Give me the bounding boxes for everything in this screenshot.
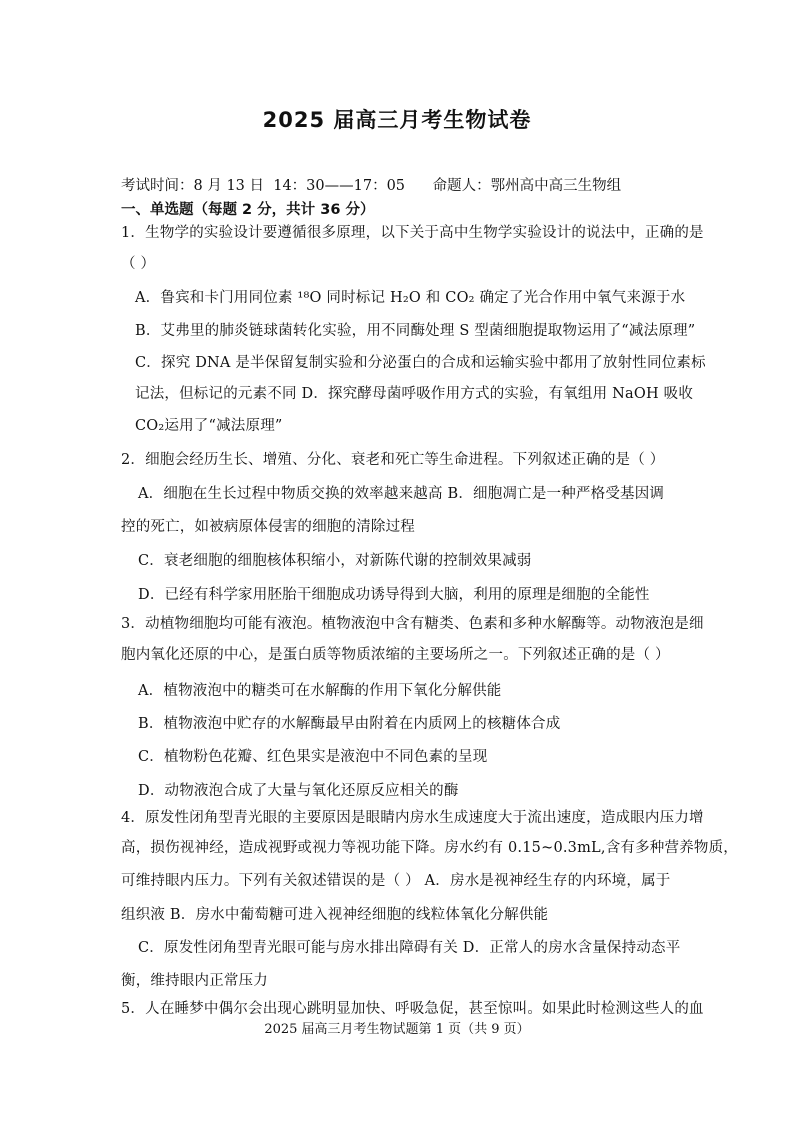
question-1-option-a: A．鲁宾和卡门用同位素 ¹⁸O 同时标记 H₂O 和 CO₂ 确定了光合作用中氧气来源于水 xyxy=(135,290,686,306)
question-3-option-d: D．动物液泡合成了大量与氧化还原反应相关的酶 xyxy=(138,783,459,799)
question-2-stem: 2．细胞会经历生长、增殖、分化、衰老和死亡等生命进程。下列叙述正确的是（ ） xyxy=(121,452,665,468)
question-3-stem-cont: 胞内氧化还原的中心，是蛋白质等物质浓缩的主要场所之一。下列叙述正确的是（ ） xyxy=(121,647,670,663)
question-4-stem: 4．原发性闭角型青光眼的主要原因是眼睛内房水生成速度大于流出速度，造成眼内压力增 xyxy=(121,810,704,826)
page-title: 2025 届高三月考生物试卷 xyxy=(262,108,532,132)
question-2-option-a-b: A．细胞在生长过程中物质交换的效率越来越高 B．细胞凋亡是一种严格受基因调 xyxy=(138,486,665,502)
section-heading: 一、单选题（每题 2 分，共计 36 分） xyxy=(121,202,375,218)
question-5-stem: 5．人在睡梦中偶尔会出现心跳明显加快、呼吸急促，甚至惊叫。如果此时检测这些人的血 xyxy=(121,1001,704,1017)
exam-info: 考试时间：8 月 13 日 14：30——17：05 命题人：鄂州高中高三生物组 xyxy=(121,178,622,194)
question-3-option-c: C．植物粉色花瓣、红色果实是液泡中不同色素的呈现 xyxy=(138,749,488,765)
question-2-option-c: C．衰老细胞的细胞核体积缩小，对新陈代谢的控制效果减弱 xyxy=(138,553,532,569)
question-4-option-c-d: C．原发性闭角型青光眼可能与房水排出障碍有关 D．正常人的房水含量保持动态平 xyxy=(138,940,681,956)
question-1-option-d-cont: CO₂运用了“减法原理” xyxy=(135,418,283,434)
question-3-option-b: B．植物液泡中贮存的水解酶最早由附着在内质网上的核糖体合成 xyxy=(138,716,561,732)
question-4-option-a: 可维持眼内压力。下列有关叙述错误的是（ ） A．房水是视神经生存的内环境，属于 xyxy=(121,873,671,889)
question-1-option-b: B．艾弗里的肺炎链球菌转化实验，用不同酶处理 S 型菌细胞提取物运用了“减法原理” xyxy=(135,323,696,339)
question-4-option-d-cont: 衡，维持眼内正常压力 xyxy=(121,973,268,989)
question-4-stem-cont: 高，损伤视神经，造成视野或视力等视功能下降。房水约有 0.15~0.3mL,含有多种营养物质， xyxy=(121,840,738,856)
question-3-option-a: A．植物液泡中的糖类可在水解酶的作用下氧化分解供能 xyxy=(138,683,502,699)
question-2-option-d: D．已经有科学家用胚胎干细胞成功诱导得到大脑，利用的原理是细胞的全能性 xyxy=(138,587,650,603)
page-footer: 2025 届高三月考生物试题第 1 页（共 9 页） xyxy=(264,1022,530,1037)
question-1-option-c-d: 记法，但标记的元素不同 D．探究酵母菌呼吸作用方式的实验，有氧组用 NaOH 吸收 xyxy=(135,386,694,402)
question-1-stem: 1．生物学的实验设计要遵循很多原理，以下关于高中生物学实验设计的说法中，正确的是 xyxy=(121,225,704,241)
question-3-stem: 3．动植物细胞均可能有液泡。植物液泡中含有糖类、色素和多种水解酶等。动物液泡是细 xyxy=(121,616,704,632)
question-1-option-c: C．探究 DNA 是半保留复制实验和分泌蛋白的合成和运输实验中都用了放射性同位素标 xyxy=(135,355,706,371)
question-2-option-b-cont: 控的死亡，如被病原体侵害的细胞的清除过程 xyxy=(121,519,415,535)
question-4-option-b: 组织液 B．房水中葡萄糖可进入视神经细胞的线粒体氧化分解供能 xyxy=(121,907,549,923)
question-1-bracket: （ ） xyxy=(121,256,156,272)
